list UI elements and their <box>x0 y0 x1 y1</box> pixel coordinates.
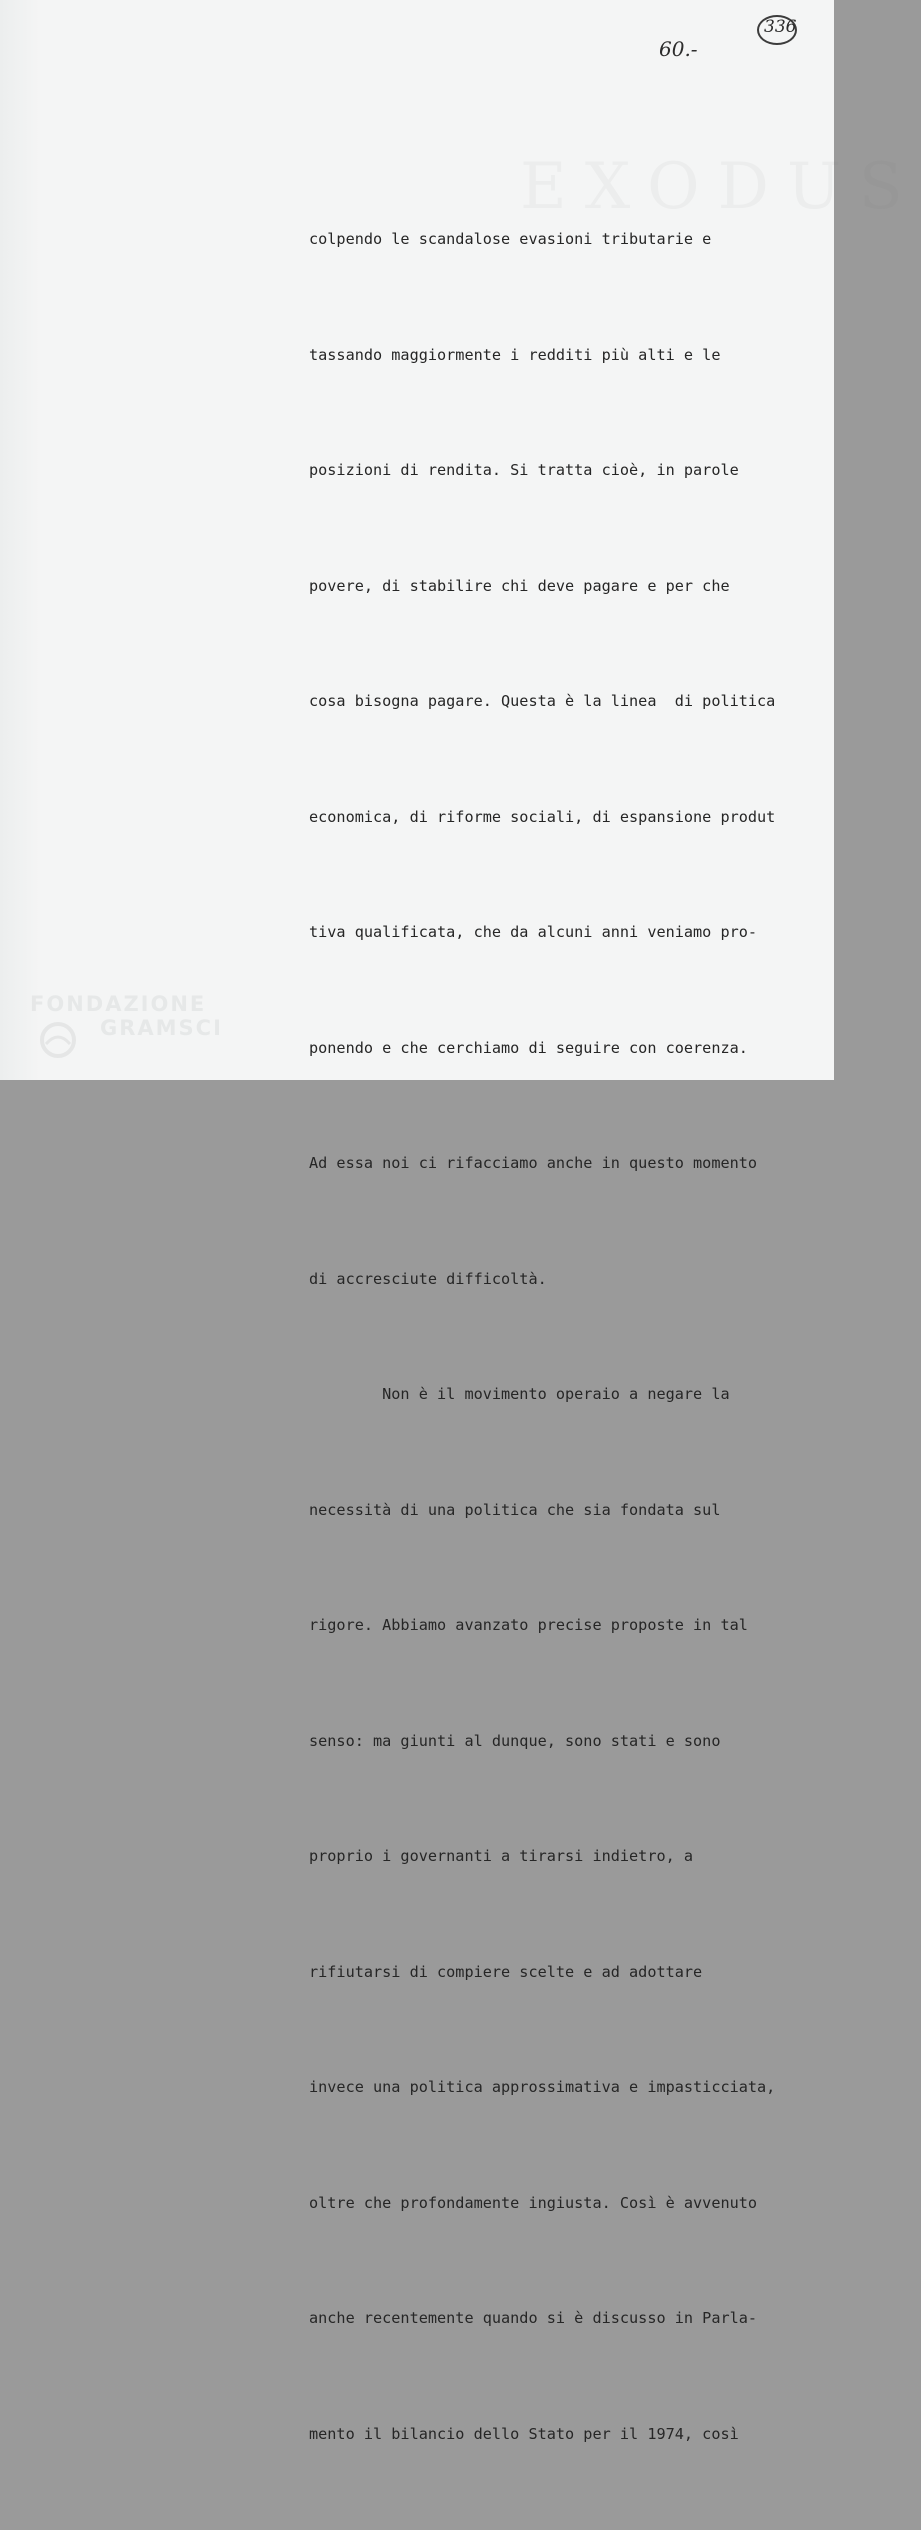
text-line: posizioni di rendita. Si tratta cioè, in parole <box>309 461 739 479</box>
text-line: colpendo le scandalose evasioni tributarie e <box>309 230 712 248</box>
text-line: cosa bisogna pagare. Questa è la linea di politica <box>309 692 776 710</box>
text-line: ponendo e che cerchiamo di seguire con coerenza. <box>309 1038 748 1057</box>
text-line: povere, di stabilire chi deve pagare e per che <box>309 576 730 595</box>
text-line: rigore. Abbiamo avanzato precise proposte in tal <box>309 1616 748 1634</box>
text-line: tassando maggiormente i redditi più alti e le <box>309 345 721 364</box>
text-line: proprio i governanti a tirarsi indietro, a <box>309 1847 694 1865</box>
show-through-text: EXODUS <box>520 150 921 224</box>
text-line: invece una politica approssimativa e impasticciata, <box>309 2078 776 2096</box>
watermark-logo-icon <box>38 1020 78 1060</box>
text-line: mento il bilancio dello Stato per il 1974, così <box>309 2424 739 2443</box>
watermark-line-1: FONDAZIONE <box>30 992 207 1016</box>
watermark-line-2: GRAMSCI <box>100 1016 223 1040</box>
text-line: oltre che profondamente ingiusta. Così è avvenuto <box>309 2193 758 2212</box>
text-line: di accresciute difficoltà. <box>309 1269 547 1288</box>
fondazione-gramsci-watermark <box>30 992 223 1062</box>
sheet-number-annotation: 60.- <box>659 37 698 61</box>
text-line: anche recentemente quando si è discusso in Parla- <box>309 2309 758 2327</box>
text-line: Non è il movimento operaio a negare la <box>309 1385 730 1403</box>
text-line: economica, di riforme sociali, di espansione produt <box>309 807 776 826</box>
page-edge-shadow <box>0 0 40 1080</box>
text-line: necessità di una politica che sia fondata sul <box>309 1500 721 1519</box>
text-line: tiva qualificata, che da alcuni anni veniamo pro- <box>309 923 758 941</box>
text-line: senso: ma giunti al dunque, sono stati e sono <box>309 1731 721 1750</box>
typed-body-text <box>309 143 821 2530</box>
page-number-annotation: 336 <box>764 17 797 37</box>
text-line: rifiutarsi di compiere scelte e ad adottare <box>309 1962 703 1981</box>
text-line: Ad essa noi ci rifacciamo anche in questo momento <box>309 1154 758 1172</box>
